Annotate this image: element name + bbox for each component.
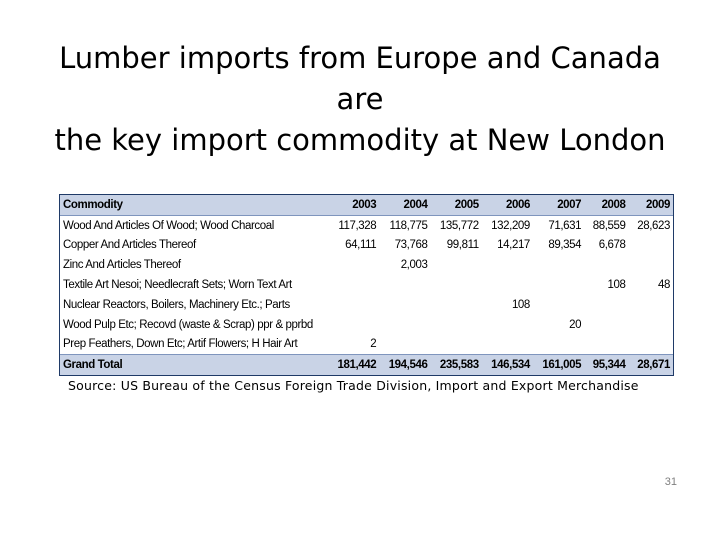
header-2006: 2006	[482, 195, 533, 215]
cell-2006	[482, 255, 533, 275]
total-2007: 161,005	[533, 355, 584, 375]
cell-2007: 20	[569, 318, 582, 331]
cell-2006: 14,217	[497, 239, 530, 252]
cell-2008: 88,559	[592, 219, 626, 232]
cell-2004	[379, 275, 430, 295]
cell-2004	[379, 315, 430, 335]
cell-2003: 64,111	[345, 239, 377, 252]
header-2005: 2005	[430, 195, 481, 215]
total-2006: 146,534	[482, 355, 533, 375]
cell-2004: 73,768	[394, 239, 428, 252]
table-row	[60, 275, 673, 295]
cell-2003: 117,328	[338, 219, 377, 232]
table-header-row	[60, 195, 673, 215]
cell-2004: 2,003	[400, 259, 428, 272]
cell-2005	[430, 315, 481, 335]
cell-2003	[328, 315, 379, 335]
cell-2007	[533, 255, 584, 275]
cell-2004: 118,775	[389, 219, 428, 232]
cell-2003	[328, 275, 379, 295]
cell-2009	[629, 295, 673, 315]
cell-2005	[430, 255, 481, 275]
header-2007: 2007	[533, 195, 584, 215]
cell-commodity: Zinc And Articles Thereof	[63, 259, 181, 272]
cell-commodity: Nuclear Reactors, Boilers, Machinery Etc.; Parts	[63, 298, 290, 311]
cell-2009: 28,623	[637, 219, 670, 232]
cell-2008	[584, 335, 628, 355]
cell-2009	[629, 236, 673, 256]
cell-2004	[379, 295, 430, 315]
table-row	[60, 315, 673, 335]
total-2009: 28,671	[629, 355, 673, 375]
cell-2008: 6,678	[598, 239, 626, 252]
cell-2005: 99,811	[446, 239, 479, 252]
cell-2005	[430, 275, 481, 295]
header-2003: 2003	[328, 195, 379, 215]
source-note: Source: US Bureau of the Census Foreign Trade Division, Import and Export Merchandise	[68, 378, 639, 393]
total-2008: 95,344	[584, 355, 628, 375]
cell-commodity: Copper And Articles Thereof	[63, 239, 196, 252]
cell-2006: 132,209	[491, 219, 530, 232]
cell-commodity: Textile Art Nesoi; Needlecraft Sets; Worn Text Art	[63, 279, 292, 292]
cell-2003: 2	[370, 338, 377, 351]
grand-total-row	[60, 355, 673, 375]
header-commodity: Commodity	[60, 195, 328, 215]
title-line-2: the key import commodity at New London	[54, 123, 666, 157]
slide-title	[40, 38, 680, 161]
table-row	[60, 335, 673, 355]
total-2004: 194,546	[379, 355, 430, 375]
table-row	[60, 236, 673, 256]
header-2004: 2004	[379, 195, 430, 215]
cell-2005	[430, 295, 481, 315]
cell-2007	[533, 275, 584, 295]
cell-2008	[584, 295, 628, 315]
cell-2005	[430, 335, 481, 355]
table-row	[60, 295, 673, 315]
cell-commodity: Wood Pulp Etc; Recovd (waste & Scrap) ppr & pprbd	[63, 318, 313, 331]
cell-2007	[533, 295, 584, 315]
cell-2009	[629, 335, 673, 355]
cell-2006	[482, 335, 533, 355]
cell-2004	[379, 335, 430, 355]
cell-2006: 108	[511, 298, 530, 311]
cell-2006	[482, 315, 533, 335]
cell-2007: 71,631	[548, 219, 582, 232]
total-label: Grand Total	[60, 355, 328, 375]
cell-2009	[629, 315, 673, 335]
table-row	[60, 215, 673, 235]
total-2003: 181,442	[328, 355, 379, 375]
page-number: 31	[664, 476, 677, 488]
header-2008: 2008	[584, 195, 628, 215]
cell-2008: 108	[607, 279, 626, 292]
cell-commodity: Prep Feathers, Down Etc; Artif Flowers; H Hair Art	[63, 338, 298, 351]
table-row	[60, 255, 673, 275]
cell-2008	[584, 315, 628, 335]
cell-2005: 135,772	[439, 219, 479, 232]
cell-2003	[328, 255, 379, 275]
title-line-1: Lumber imports from Europe and Canada are	[59, 41, 661, 116]
cell-2007: 89,354	[548, 239, 582, 252]
cell-2008	[584, 255, 628, 275]
cell-2003	[328, 295, 379, 315]
header-2009: 2009	[629, 195, 673, 215]
cell-2009: 48	[658, 279, 670, 292]
total-2005: 235,583	[430, 355, 481, 375]
cell-2009	[629, 255, 673, 275]
cell-2007	[533, 335, 584, 355]
cell-commodity: Wood And Articles Of Wood; Wood Charcoal	[63, 219, 274, 232]
imports-table-container	[59, 194, 674, 376]
imports-table	[60, 195, 673, 375]
cell-2006	[482, 275, 533, 295]
